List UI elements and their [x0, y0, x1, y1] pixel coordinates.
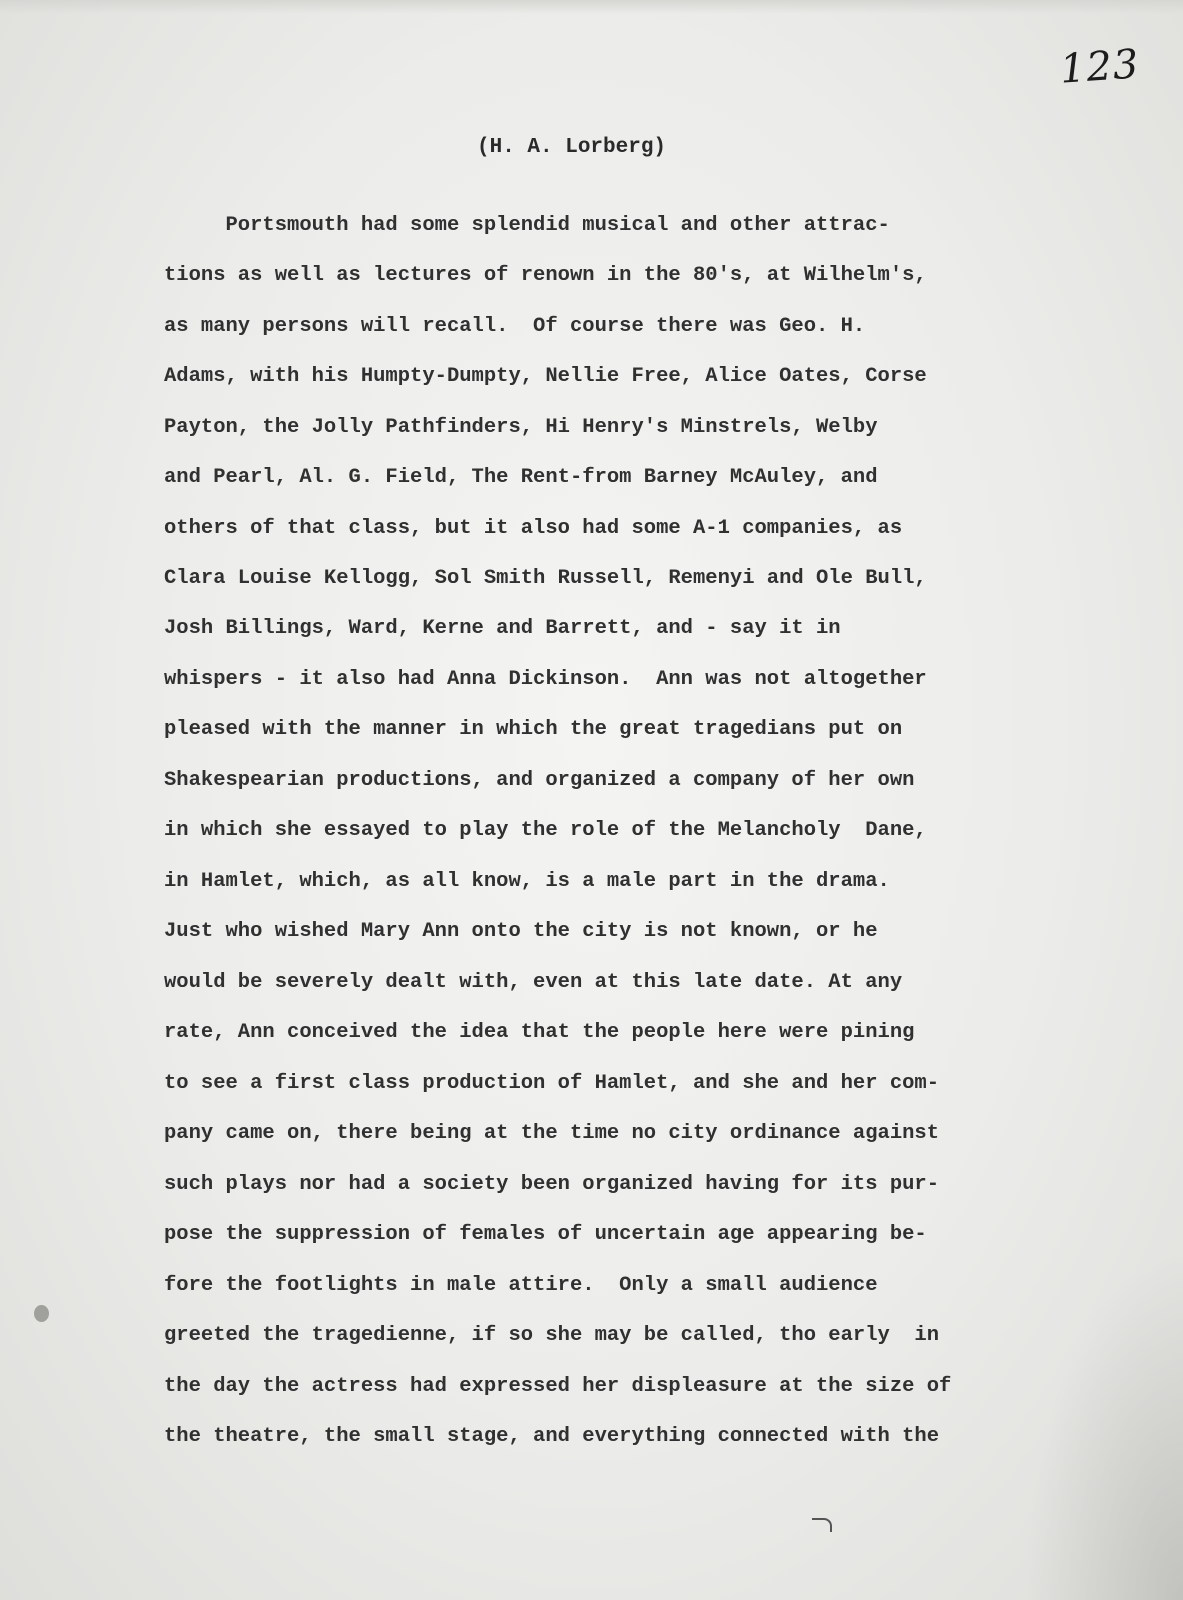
- text-line: whispers - it also had Anna Dickinson. Ann was not altogether: [164, 668, 927, 691]
- text-line: to see a first class production of Hamlet, and she and her com-: [164, 1072, 940, 1095]
- text-line: Payton, the Jolly Pathfinders, Hi Henry's Minstrels, Welby: [164, 416, 878, 439]
- paper-top-edge: [0, 0, 1183, 14]
- text-line: others of that class, but it also had some A-1 companies, as: [164, 517, 903, 540]
- text-line: Clara Louise Kellogg, Sol Smith Russell, Remenyi and Ole Bull,: [164, 567, 927, 590]
- text-line: tions as well as lectures of renown in the 80's, at Wilhelm's,: [164, 264, 927, 287]
- text-line: in Hamlet, which, as all know, is a male part in the drama.: [164, 870, 890, 893]
- pencil-mark: [812, 1518, 832, 1532]
- text-line: the day the actress had expressed her displeasure at the size of: [164, 1375, 952, 1398]
- text-line: Just who wished Mary Ann onto the city is not known, or he: [164, 920, 878, 943]
- text-line: Josh Billings, Ward, Kerne and Barrett, and - say it in: [164, 617, 841, 640]
- text-line: the theatre, the small stage, and everything connected with the: [164, 1425, 940, 1448]
- text-line: fore the footlights in male attire. Only a small audience: [164, 1274, 878, 1297]
- text-line: pose the suppression of females of uncertain age appearing be-: [164, 1223, 927, 1246]
- text-line: and Pearl, Al. G. Field, The Rent-from Barney McAuley, and: [164, 466, 878, 489]
- text-line: Shakespearian productions, and organized a company of her own: [164, 769, 915, 792]
- text-line: in which she essayed to play the role of the Melancholy Dane,: [164, 819, 927, 842]
- text-line: rate, Ann conceived the idea that the people here were pining: [164, 1021, 915, 1044]
- text-line: would be severely dealt with, even at this late date. At any: [164, 971, 903, 994]
- text-line: pany came on, there being at the time no city ordinance against: [164, 1122, 940, 1145]
- punch-hole-mark: [34, 1305, 49, 1322]
- text-line: Portsmouth had some splendid musical and other attrac-: [164, 214, 890, 237]
- author-heading: (H. A. Lorberg): [477, 136, 667, 159]
- text-line: greeted the tragedienne, if so she may be called, tho early in: [164, 1324, 940, 1347]
- text-line: Adams, with his Humpty-Dumpty, Nellie Free, Alice Oates, Corse: [164, 365, 927, 388]
- handwritten-page-number: 123: [1058, 41, 1141, 93]
- text-line: pleased with the manner in which the great tragedians put on: [164, 718, 903, 741]
- text-line: such plays nor had a society been organized having for its pur-: [164, 1173, 940, 1196]
- paper-shadow: [1023, 1250, 1183, 1600]
- text-line: as many persons will recall. Of course there was Geo. H.: [164, 315, 866, 338]
